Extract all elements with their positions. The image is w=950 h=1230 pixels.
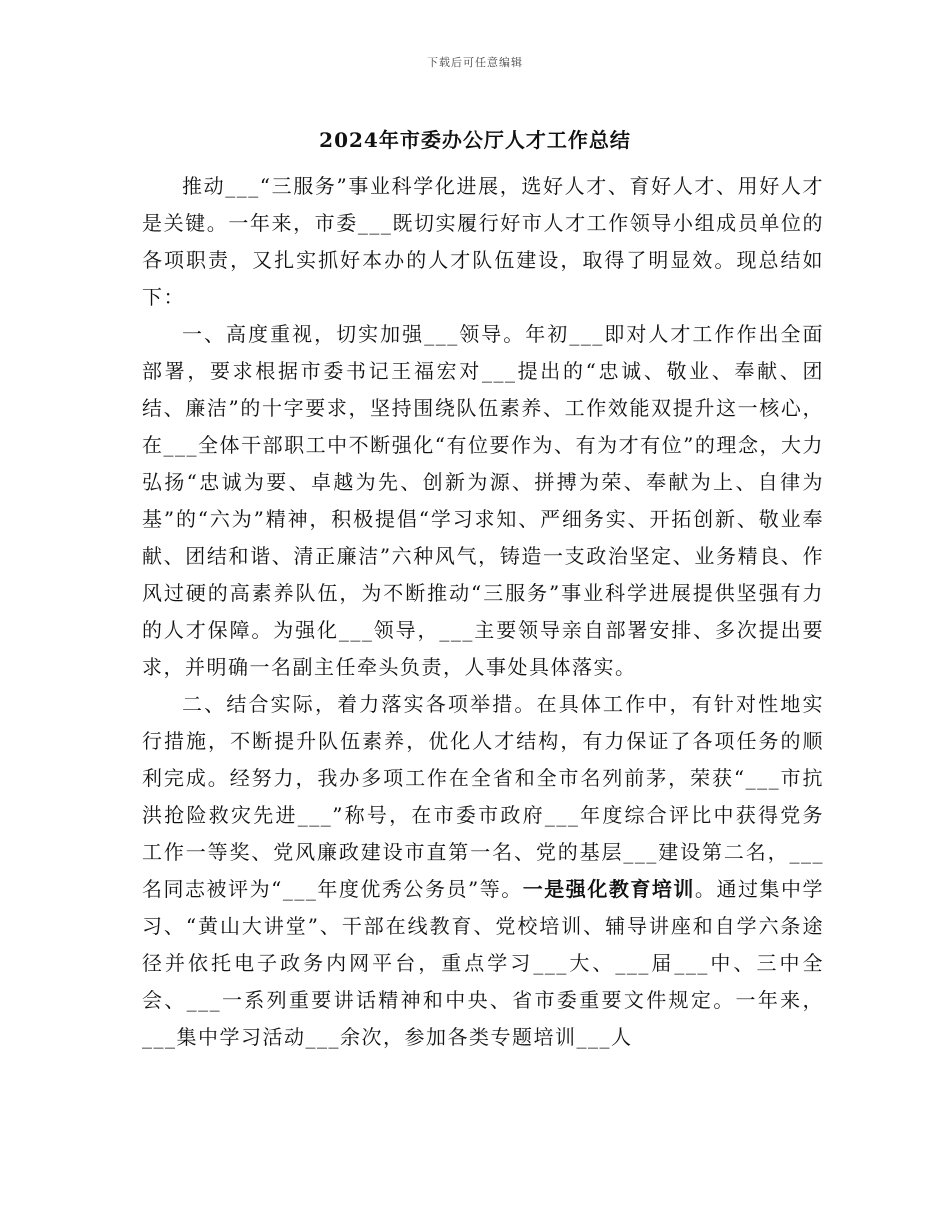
header-note: 下载后可任意编辑 bbox=[427, 56, 523, 69]
bold-heading-education-training: 一是强化教育培训 bbox=[522, 877, 695, 901]
paragraph-intro: 推动___“三服务”事业科学化进展，选好人才、育好人才、用好人才是关键。一年来，市委___既切实履行好市人才工作领导小组成员单位的各项职责，又扎实抓好本办的人才队伍建设，取得了明显效。现总结如下： bbox=[142, 174, 824, 309]
paragraph-section-2-continued: 。通过集中学习、“黄山大讲堂”、干部在线教育、党校培训、辅导讲座和自学六条途径并依托电子政务内网平台，重点学习___大、___届___中、三中全会、___一系列重要讲话精神和中央、省市委重要文件规定。一年来，___集中学习活动___余次，参加各类专题培训___人 bbox=[142, 877, 825, 1049]
paragraph-section-1: 一、高度重视，切实加强___领导。年初___即对人才工作作出全面部署，要求根据市委书记王福宏对___提出的“忠诚、敬业、奉献、团结、廉洁”的十字要求，坚持围绕队伍素养、工作效能双提升这一核心，在___全体干部职工中不断强化“有位要作为、有为才有位”的理念，大力弘扬“忠诚为要、卓越为先、创新为源、拼搏为荣、奉献为上、自律为基”的“六为”精神，积极提倡“学习求知、严细务实、开拓创新、敬业奉献、团结和谐、清正廉洁”六种风气，铸造一支政治坚定、业务精良、作风过硬的高素养队伍，为不断推动“三服务”事业科学进展提供坚强有力的人才保障。为强化___领导，___主要领导亲自部署安排、多次提出要求，并明确一名副主任牵头负责，人事处具体落实。 bbox=[142, 322, 824, 679]
paragraph-section-2-text: 二、结合实际，着力落实各项举措。在具体工作中，有针对性地实行措施，不断提升队伍素养，优化人才结构，有力保证了各项任务的顺利完成。经努力，我办多项工作在全省和全市名列前茅，荣获“___市抗洪抢险救灾先进___”称号，在市委市政府___年度综合评比中获得党务工作一等奖、党风廉政建设市直第一名、党的基层___建设第二名，___名同志被评为“___年度优秀公务员”等。 bbox=[142, 692, 824, 901]
paragraph-section-2 bbox=[142, 686, 824, 1056]
document-title: 2024年市委办公厅人才工作总结 bbox=[319, 128, 631, 152]
document-body bbox=[142, 168, 824, 1056]
